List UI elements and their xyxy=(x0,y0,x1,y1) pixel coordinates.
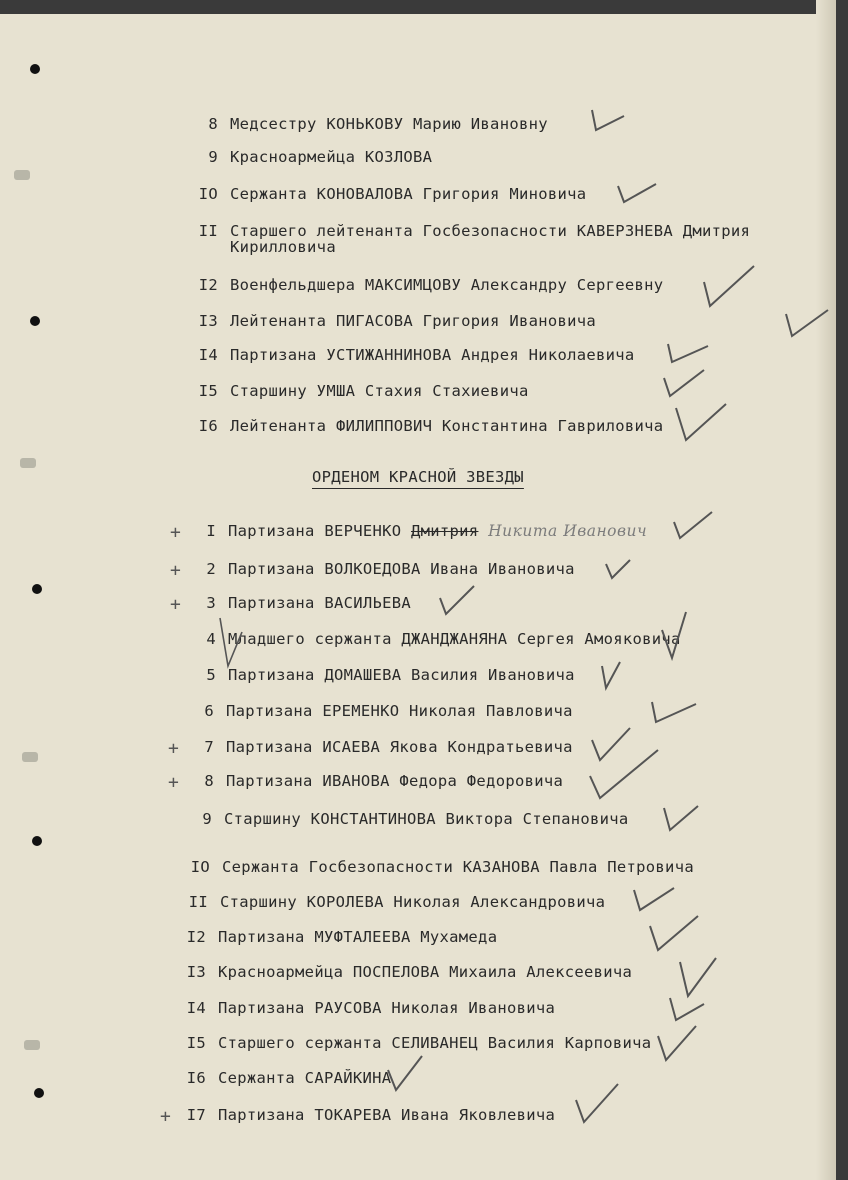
item-text: Партизана ВОЛКОЕДОВА Ивана Ивановича xyxy=(228,560,575,578)
list-item xyxy=(170,522,648,543)
item-text: Старшину КОРОЛЕВА Николая Александровича xyxy=(220,893,606,911)
list-item xyxy=(206,666,575,684)
item-text: Старшего сержанта СЕЛИВАНЕЦ Василия Карповича xyxy=(218,1034,652,1052)
list-item xyxy=(160,1106,556,1127)
list-item xyxy=(198,185,587,203)
list-item xyxy=(202,810,629,828)
list-item xyxy=(206,630,681,648)
item-number: I2 xyxy=(186,928,206,946)
list-item xyxy=(170,594,412,615)
pencil-plus-mark: + xyxy=(170,522,182,543)
pencil-check-icon xyxy=(700,262,760,312)
binding-mark xyxy=(20,458,36,468)
item-number: II xyxy=(198,222,218,240)
item-text-continuation: Кирилловича xyxy=(230,238,336,256)
pencil-check-icon xyxy=(672,508,716,544)
list-item xyxy=(188,893,606,911)
pencil-check-icon xyxy=(386,1054,426,1094)
item-text: Партизана ДОМАШЕВА Василия Ивановича xyxy=(228,666,575,684)
item-text: Младшего сержанта ДЖАНДЖАНЯНА Сергея Амояковича xyxy=(228,630,681,648)
item-number: I3 xyxy=(198,312,218,330)
list-item xyxy=(208,115,548,133)
list-item xyxy=(198,312,597,330)
item-number: 7 xyxy=(204,738,214,756)
binding-mark xyxy=(14,170,30,180)
item-text: Партизана РАУСОВА Николая Ивановича xyxy=(218,999,556,1017)
handwritten-correction: Никита Иванович xyxy=(488,522,648,540)
item-text: Партизана ВАСИЛЬЕВА xyxy=(228,594,412,612)
item-number: IO xyxy=(190,858,210,876)
item-text: Красноармейца ПОСПЕЛОВА Михаила Алексеевича xyxy=(218,963,633,981)
punch-hole xyxy=(30,316,40,326)
list-item xyxy=(186,999,556,1017)
pencil-check-icon xyxy=(668,994,708,1024)
pencil-check-icon xyxy=(438,584,478,620)
list-item xyxy=(208,148,433,166)
pencil-check-icon xyxy=(586,748,662,804)
item-number: I4 xyxy=(186,999,206,1017)
item-text: Партизана МУФТАЛЕЕВА Мухамеда xyxy=(218,928,498,946)
pencil-check-icon xyxy=(660,610,690,662)
list-item xyxy=(204,702,573,720)
item-number: I4 xyxy=(198,346,218,364)
pencil-check-icon xyxy=(600,660,624,692)
list-item xyxy=(190,858,694,876)
pencil-check-icon xyxy=(590,106,630,134)
pencil-plus-mark: + xyxy=(168,772,180,793)
binding-mark xyxy=(24,1040,40,1050)
list-item xyxy=(168,772,564,793)
item-number: I6 xyxy=(186,1069,206,1087)
section-heading: ОРДЕНОМ КРАСНОЙ ЗВЕЗДЫ xyxy=(312,468,524,486)
pencil-check-icon xyxy=(646,910,702,954)
item-number: 9 xyxy=(202,810,212,828)
item-number: II xyxy=(188,893,208,911)
item-text: Старшину УМША Стахия Стахиевича xyxy=(230,382,529,400)
pencil-check-icon xyxy=(216,612,246,672)
item-number: I5 xyxy=(198,382,218,400)
pencil-plus-mark: + xyxy=(168,738,180,759)
item-number: 4 xyxy=(206,630,216,648)
item-text: Военфельдшера МАКСИМЦОВУ Александру Сергеевну xyxy=(230,276,664,294)
pencil-plus-mark: + xyxy=(170,594,182,615)
pencil-check-icon xyxy=(654,1024,700,1064)
item-text: Партизана ИВАНОВА Федора Федоровича xyxy=(226,772,564,790)
punch-hole xyxy=(30,64,40,74)
punch-hole xyxy=(32,584,42,594)
list-item xyxy=(170,560,575,581)
list-item xyxy=(198,276,664,294)
scan-top-border xyxy=(0,0,848,14)
item-number: I7 xyxy=(186,1106,206,1124)
item-text: Партизана ЕРЕМЕНКО Николая Павловича xyxy=(226,702,573,720)
pencil-check-icon xyxy=(572,1082,622,1126)
pencil-plus-mark: + xyxy=(170,560,182,581)
struck-text: Дмитрия xyxy=(411,522,479,540)
pencil-check-icon xyxy=(660,366,710,402)
item-text: Лейтенанта ПИГАСОВА Григория Ивановича xyxy=(230,312,597,330)
item-text: Сержанта Госбезопасности КАЗАНОВА Павла Петровича xyxy=(222,858,694,876)
item-number: I xyxy=(206,522,216,540)
scan-right-border xyxy=(836,0,848,1180)
list-item xyxy=(198,222,751,256)
list-item xyxy=(186,928,498,946)
item-number: I3 xyxy=(186,963,206,981)
pencil-check-icon xyxy=(604,556,634,582)
pencil-check-icon xyxy=(664,336,714,368)
item-text: Сержанта КОНОВАЛОВА Григория Миновича xyxy=(230,185,587,203)
item-text: Партизана ВЕРЧЕНКО xyxy=(228,522,402,540)
pencil-plus-mark: + xyxy=(160,1106,172,1127)
item-number: IO xyxy=(198,185,218,203)
list-item xyxy=(186,1034,652,1052)
item-number: 5 xyxy=(206,666,216,684)
item-number: I6 xyxy=(198,417,218,435)
page-edge-shadow xyxy=(816,0,836,1180)
item-number: I5 xyxy=(186,1034,206,1052)
item-number: 9 xyxy=(208,148,218,166)
item-text: Лейтенанта ФИЛИППОВИЧ Константина Гавриловича xyxy=(230,417,664,435)
binding-mark xyxy=(22,752,38,762)
item-text: Партизана ИСАЕВА Якова Кондратьевича xyxy=(226,738,573,756)
punch-hole xyxy=(34,1088,44,1098)
pencil-check-icon xyxy=(672,400,732,446)
pencil-check-icon xyxy=(662,800,702,836)
punch-hole xyxy=(32,836,42,846)
item-number: 8 xyxy=(208,115,218,133)
list-item xyxy=(198,382,529,400)
item-text: Медсестру КОНЬКОВУ Марию Ивановну xyxy=(230,115,548,133)
list-item xyxy=(186,1069,392,1087)
pencil-check-icon xyxy=(650,696,700,726)
item-text: Старшего лейтенанта Госбезопасности КАВЕРЗНЕВА Дмитрия xyxy=(230,222,751,240)
item-number: 3 xyxy=(206,594,216,612)
item-text: Сержанта САРАЙКИНА xyxy=(218,1069,392,1087)
list-item xyxy=(168,738,573,759)
pencil-check-icon xyxy=(616,176,666,206)
list-item xyxy=(198,346,635,364)
item-text: Красноармейца КОЗЛОВА xyxy=(230,148,433,166)
item-number: I2 xyxy=(198,276,218,294)
item-number: 8 xyxy=(204,772,214,790)
list-item xyxy=(186,963,633,981)
item-number: 6 xyxy=(204,702,214,720)
item-number: 2 xyxy=(206,560,216,578)
item-text: Старшину КОНСТАНТИНОВА Виктора Степановича xyxy=(224,810,629,828)
pencil-check-icon xyxy=(782,300,832,340)
item-text: Партизана УСТИЖАННИНОВА Андрея Николаевича xyxy=(230,346,635,364)
item-text: Партизана ТОКАРЕВА Ивана Яковлевича xyxy=(218,1106,556,1124)
list-item xyxy=(198,417,664,435)
